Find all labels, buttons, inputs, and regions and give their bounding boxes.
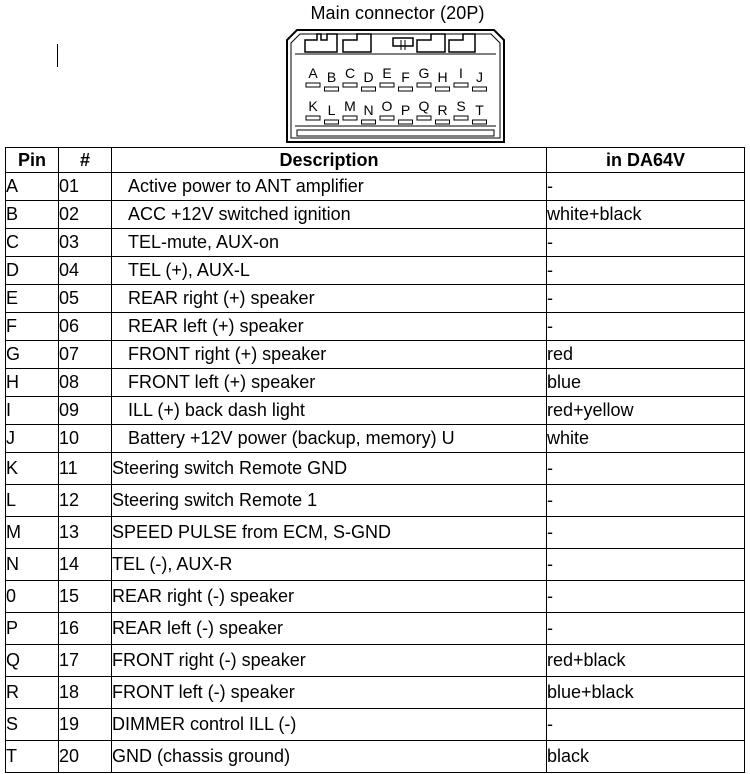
- pin-cell: M: [6, 517, 59, 549]
- table-row: [6, 397, 745, 425]
- pin-cell: K: [6, 453, 59, 485]
- wire-color-cell: -: [547, 549, 745, 581]
- connector-pin-contact: [473, 87, 487, 91]
- description-cell: TEL-mute, AUX-on: [112, 229, 547, 257]
- connector-pin-label: M: [344, 98, 356, 114]
- header-description: Description: [112, 148, 547, 173]
- description-cell: TEL (+), AUX-L: [112, 257, 547, 285]
- number-cell: 03: [59, 229, 112, 257]
- wire-color-cell: -: [547, 613, 745, 645]
- number-cell: 01: [59, 173, 112, 201]
- connector-pin-contact: [399, 120, 413, 124]
- wire-color-cell: -: [547, 581, 745, 613]
- table-row: [6, 453, 745, 485]
- pin-cell: 0: [6, 581, 59, 613]
- table-row: [6, 517, 745, 549]
- number-cell: 12: [59, 485, 112, 517]
- pin-cell: L: [6, 485, 59, 517]
- number-cell: 13: [59, 517, 112, 549]
- description-cell: REAR left (+) speaker: [112, 313, 547, 341]
- number-cell: 17: [59, 645, 112, 677]
- wire-color-cell: black: [547, 741, 745, 773]
- connector-pin-contact: [362, 120, 376, 124]
- table-row: [6, 229, 745, 257]
- connector-pin-label: O: [381, 98, 393, 114]
- wire-color-cell: red+yellow: [547, 397, 745, 425]
- connector-pin-label: B: [326, 69, 337, 85]
- number-cell: 05: [59, 285, 112, 313]
- table-row: [6, 425, 745, 453]
- connector-pin-label: C: [344, 65, 356, 81]
- table-row: [6, 285, 745, 313]
- description-cell: Steering switch Remote 1: [112, 485, 547, 517]
- number-cell: 02: [59, 201, 112, 229]
- pin-cell: Q: [6, 645, 59, 677]
- pin-cell: I: [6, 397, 59, 425]
- connector-pin-label: E: [382, 65, 392, 81]
- number-cell: 16: [59, 613, 112, 645]
- pin-cell: A: [6, 173, 59, 201]
- number-cell: 15: [59, 581, 112, 613]
- description-cell: DIMMER control ILL (-): [112, 709, 547, 741]
- wire-color-cell: -: [547, 229, 745, 257]
- description-cell: ACC +12V switched ignition: [112, 201, 547, 229]
- pin-cell: D: [6, 257, 59, 285]
- pin-cell: E: [6, 285, 59, 313]
- header-number: #: [59, 148, 112, 173]
- description-cell: Active power to ANT amplifier: [112, 173, 547, 201]
- table-row: [6, 313, 745, 341]
- connector-pin-label: A: [308, 65, 318, 81]
- connector-pin-contact: [343, 83, 357, 87]
- connector-pin-label: R: [437, 102, 448, 118]
- connector-pin-label: F: [401, 69, 410, 85]
- connector-pin-label: J: [476, 69, 483, 85]
- table-row: [6, 485, 745, 517]
- pinout-table: [5, 147, 745, 773]
- number-cell: 20: [59, 741, 112, 773]
- connector-pin-label: I: [459, 65, 463, 81]
- wire-color-cell: -: [547, 257, 745, 285]
- connector-pin-contact: [399, 87, 413, 91]
- wire-color-cell: -: [547, 285, 745, 313]
- wire-color-cell: -: [547, 485, 745, 517]
- table-row: [6, 369, 745, 397]
- description-cell: TEL (-), AUX-R: [112, 549, 547, 581]
- table-header-row: [6, 148, 745, 173]
- connector-pin-contact: [325, 87, 339, 91]
- connector-pin-label: L: [327, 102, 336, 118]
- connector-pin-label: Q: [418, 98, 430, 114]
- pin-cell: P: [6, 613, 59, 645]
- header-pin: Pin: [6, 148, 59, 173]
- table-row: [6, 613, 745, 645]
- wire-color-cell: white+black: [547, 201, 745, 229]
- table-row: [6, 257, 745, 285]
- connector-pin-contact: [380, 83, 394, 87]
- number-cell: 11: [59, 453, 112, 485]
- description-cell: FRONT right (+) speaker: [112, 341, 547, 369]
- number-cell: 07: [59, 341, 112, 369]
- number-cell: 18: [59, 677, 112, 709]
- description-cell: SPEED PULSE from ECM, S-GND: [112, 517, 547, 549]
- connector-pin-contact: [306, 116, 320, 120]
- number-cell: 08: [59, 369, 112, 397]
- description-cell: GND (chassis ground): [112, 741, 547, 773]
- table-row: [6, 201, 745, 229]
- text-cursor: [57, 44, 58, 67]
- description-cell: Battery +12V power (backup, memory) U: [112, 425, 547, 453]
- wire-color-cell: -: [547, 313, 745, 341]
- connector-pin-contact: [454, 83, 468, 87]
- pin-cell: B: [6, 201, 59, 229]
- pin-cell: G: [6, 341, 59, 369]
- pin-cell: F: [6, 313, 59, 341]
- connector-pin-label: G: [418, 65, 430, 81]
- header-wire-color: in DA64V: [547, 148, 745, 173]
- pin-cell: N: [6, 549, 59, 581]
- wire-color-cell: -: [547, 709, 745, 741]
- connector-diagram: [283, 26, 508, 146]
- pin-cell: R: [6, 677, 59, 709]
- wire-color-cell: red+black: [547, 645, 745, 677]
- connector-pin-contact: [417, 83, 431, 87]
- description-cell: REAR left (-) speaker: [112, 613, 547, 645]
- description-cell: FRONT left (+) speaker: [112, 369, 547, 397]
- table-row: [6, 581, 745, 613]
- number-cell: 09: [59, 397, 112, 425]
- connector-pin-label: H: [437, 69, 448, 85]
- wire-color-cell: red: [547, 341, 745, 369]
- connector-pin-contact: [343, 116, 357, 120]
- table-row: [6, 645, 745, 677]
- description-cell: Steering switch Remote GND: [112, 453, 547, 485]
- connector-pin-contact: [436, 120, 450, 124]
- number-cell: 10: [59, 425, 112, 453]
- description-cell: FRONT left (-) speaker: [112, 677, 547, 709]
- table-row: [6, 741, 745, 773]
- number-cell: 04: [59, 257, 112, 285]
- connector-pin-contact: [380, 116, 394, 120]
- connector-pin-label: D: [363, 69, 374, 85]
- connector-title: Main connector (20P): [310, 3, 485, 23]
- wire-color-cell: white: [547, 425, 745, 453]
- description-cell: REAR right (+) speaker: [112, 285, 547, 313]
- connector-pin-label: S: [456, 98, 466, 114]
- table-row: [6, 549, 745, 581]
- wire-color-cell: blue: [547, 369, 745, 397]
- pin-cell: C: [6, 229, 59, 257]
- connector-pin-contact: [306, 83, 320, 87]
- pin-cell: S: [6, 709, 59, 741]
- wire-color-cell: blue+black: [547, 677, 745, 709]
- number-cell: 19: [59, 709, 112, 741]
- connector-pin-label: N: [363, 102, 374, 118]
- table-row: [6, 341, 745, 369]
- connector-pin-label: K: [308, 98, 318, 114]
- connector-pin-contact: [325, 120, 339, 124]
- table-row: [6, 173, 745, 201]
- description-cell: ILL (+) back dash light: [112, 397, 547, 425]
- wire-color-cell: -: [547, 517, 745, 549]
- connector-pin-contact: [436, 87, 450, 91]
- number-cell: 14: [59, 549, 112, 581]
- wire-color-cell: -: [547, 453, 745, 485]
- description-cell: FRONT right (-) speaker: [112, 645, 547, 677]
- pin-cell: J: [6, 425, 59, 453]
- connector-pin-label: P: [400, 102, 411, 118]
- connector-pin-contact: [473, 120, 487, 124]
- connector-pin-label: T: [475, 102, 484, 118]
- connector-pin-contact: [454, 116, 468, 120]
- table-row: [6, 677, 745, 709]
- table-row: [6, 709, 745, 741]
- number-cell: 06: [59, 313, 112, 341]
- description-cell: REAR right (-) speaker: [112, 581, 547, 613]
- pin-cell: H: [6, 369, 59, 397]
- wire-color-cell: -: [547, 173, 745, 201]
- connector-pin-contact: [417, 116, 431, 120]
- connector-pin-contact: [362, 87, 376, 91]
- pin-cell: T: [6, 741, 59, 773]
